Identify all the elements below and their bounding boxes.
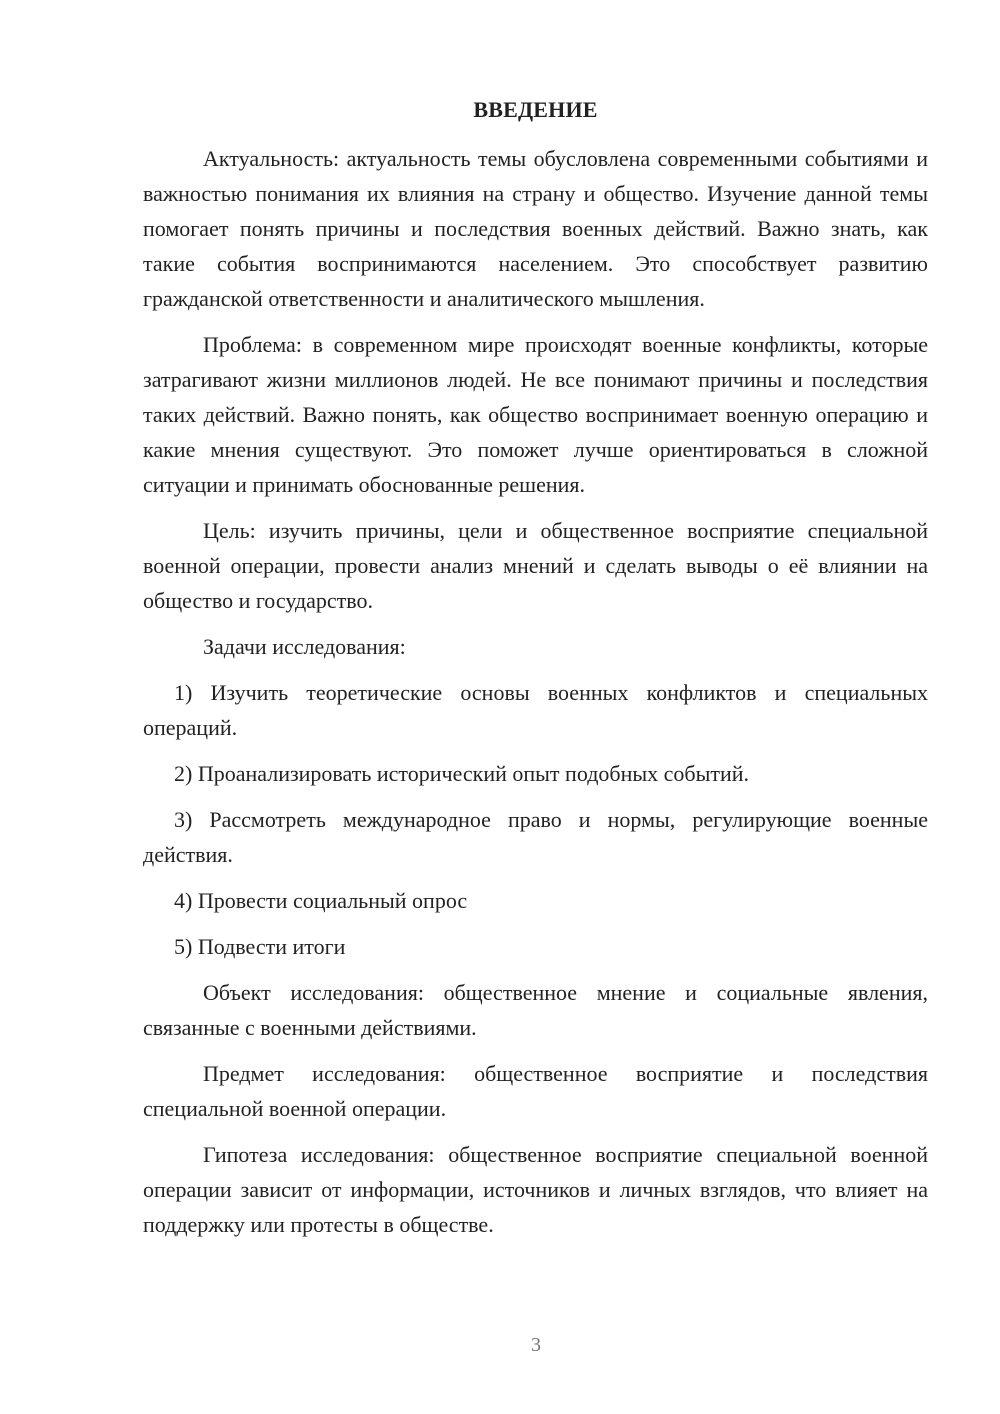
paragraph-subject: Предмет исследования: общественное восприятие и последствия специальной военной операции.	[143, 1061, 928, 1121]
document-page	[143, 92, 928, 1242]
tasks-heading: Задачи исследования:	[203, 634, 406, 659]
paragraph-relevance: Актуальность: актуальность темы обусловлена современными событиями и важностью понимания их влияния на страну и общество. Изучение данной темы помогает понять причины и последствия военных действий. Важно знать, как такие события воспринимаются населением. Это способствует развитию гражданской ответственности и аналитического мышления.	[143, 146, 928, 311]
task-item-1: 1) Изучить теоретические основы военных конфликтов и специальных операций.	[143, 680, 928, 740]
task-item-3: 3) Рассмотреть международное право и нормы, регулирующие военные действия.	[143, 807, 928, 867]
section-title: ВВЕДЕНИЕ	[473, 97, 598, 122]
task-item-5: 5) Подвести итоги	[174, 934, 346, 959]
page-number: 3	[531, 1334, 541, 1356]
paragraph-object: Объект исследования: общественное мнение и социальные явления, связанные с военными действиями.	[143, 980, 928, 1040]
task-item-2: 2) Проанализировать исторический опыт подобных событий.	[174, 761, 750, 786]
paragraph-hypothesis: Гипотеза исследования: общественное восприятие специальной военной операции зависит от информации, источников и личных взглядов, что влияет на поддержку или протесты в обществе.	[143, 1142, 928, 1237]
task-item-4: 4) Провести социальный опрос	[174, 888, 468, 913]
paragraph-goal: Цель: изучить причины, цели и общественное восприятие специальной военной операции, провести анализ мнений и сделать выводы о её влиянии на общество и государство.	[143, 518, 928, 613]
paragraph-problem: Проблема: в современном мире происходят военные конфликты, которые затрагивают жизни миллионов людей. Не все понимают причины и последствия таких действий. Важно понять, как общество воспринимает военную операцию и какие мнения существуют. Это поможет лучше ориентироваться в сложной ситуации и принимать обоснованные решения.	[143, 332, 928, 497]
